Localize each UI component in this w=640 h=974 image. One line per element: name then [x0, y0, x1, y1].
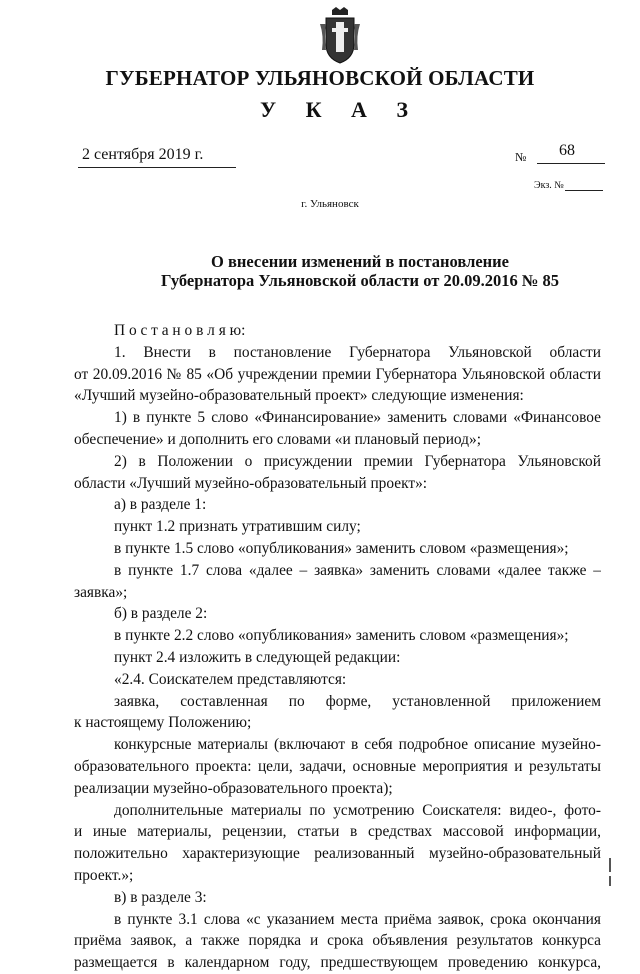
document-number-field	[515, 142, 605, 166]
body-line: реализации музейно-образовательного проекта);	[74, 779, 393, 797]
document-type: У К А З	[259, 97, 421, 122]
body-line: в пункте 3.1 слова «с указанием места приёма заявок, срока окончания	[114, 910, 601, 928]
body-line: 1) в пункте 5 слово «Финансирование» заменить словами «Финансовое	[114, 409, 601, 427]
document-date: 2 сентября 2019 г.	[82, 146, 204, 163]
body-line: «2.4. Соискателем представляются:	[114, 670, 347, 688]
body-line: от 20.09.2016 № 85 «Об учреждении премии Губернатора Ульяновской области	[74, 365, 601, 383]
scan-margin-mark	[609, 876, 611, 886]
document-city: г. Ульяновск	[301, 198, 359, 210]
copy-number-underline	[565, 190, 603, 191]
body-line: заявка, составленная по форме, установленной приложением	[114, 692, 601, 710]
body-line: области «Лучший музейно-образовательный проект»:	[74, 474, 428, 492]
body-line: П о с т а н о в л я ю:	[114, 322, 246, 339]
body-line: дополнительные материалы по усмотрению Соискателя: видео-, фото-	[114, 801, 601, 819]
body-line: 1. Внести в постановление Губернатора Ульяновской области	[114, 343, 601, 361]
title-line: О внесении изменений в постановление	[211, 252, 509, 271]
body-line: проект.»;	[74, 866, 134, 884]
document-number: 68	[559, 142, 575, 159]
body-line: 2) в Положении о присуждении премии Губернатора Ульяновской	[114, 452, 601, 470]
body-line: пункт 1.2 признать утратившим силу;	[114, 518, 361, 536]
body-line: положительно характеризующие реализованный музейно-образовательный	[74, 845, 601, 863]
body-line: размещается в календарном году, предшествующем проведению конкурса,	[74, 954, 601, 972]
body-line: в) в разделе 3:	[114, 888, 207, 906]
body-line: в пункте 1.7 слова «далее – заявка» заменить словами «далее также –	[114, 561, 601, 579]
body-line: к настоящему Положению;	[74, 714, 252, 732]
issuing-authority: ГУБЕРНАТОР УЛЬЯНОВСКОЙ ОБЛАСТИ	[105, 66, 535, 90]
body-line: и иные материалы, рецензии, статьи в средствах массовой информации,	[74, 823, 601, 841]
ulyanovsk-coat-of-arms-icon	[318, 6, 362, 64]
body-line: приёма заявок, а также порядка и срока объявления результатов конкурса	[74, 932, 601, 950]
number-underline	[537, 163, 605, 164]
date-underline	[78, 167, 236, 168]
document-body	[74, 320, 601, 974]
scan-margin-mark	[609, 858, 611, 872]
number-sign: №	[515, 150, 527, 164]
body-line: обеспечение» и дополнить его словами «и плановый период»;	[74, 430, 481, 448]
body-line: в пункте 2.2 слово «опубликования» заменить словом «размещения»;	[114, 627, 569, 645]
body-line: а) в разделе 1:	[114, 496, 207, 514]
body-line: «Лучший музейно-образовательный проект» следующие изменения:	[74, 387, 524, 405]
body-line: б) в разделе 2:	[114, 605, 208, 623]
body-line: заявка»;	[74, 583, 128, 601]
body-line: конкурсные материалы (включают в себя подробное описание музейно-	[114, 736, 601, 754]
document-title	[0, 252, 640, 290]
body-line: в пункте 1.5 слово «опубликования» заменить словом «размещения»;	[114, 539, 569, 557]
copy-number-label: Экз. №	[534, 180, 564, 191]
body-line: образовательного проекта: цели, задачи, основные мероприятия и результаты	[74, 757, 601, 775]
body-line: пункт 2.4 изложить в следующей редакции:	[114, 648, 401, 666]
title-line: Губернатора Ульяновской области от 20.09.2016 № 85	[160, 271, 560, 290]
